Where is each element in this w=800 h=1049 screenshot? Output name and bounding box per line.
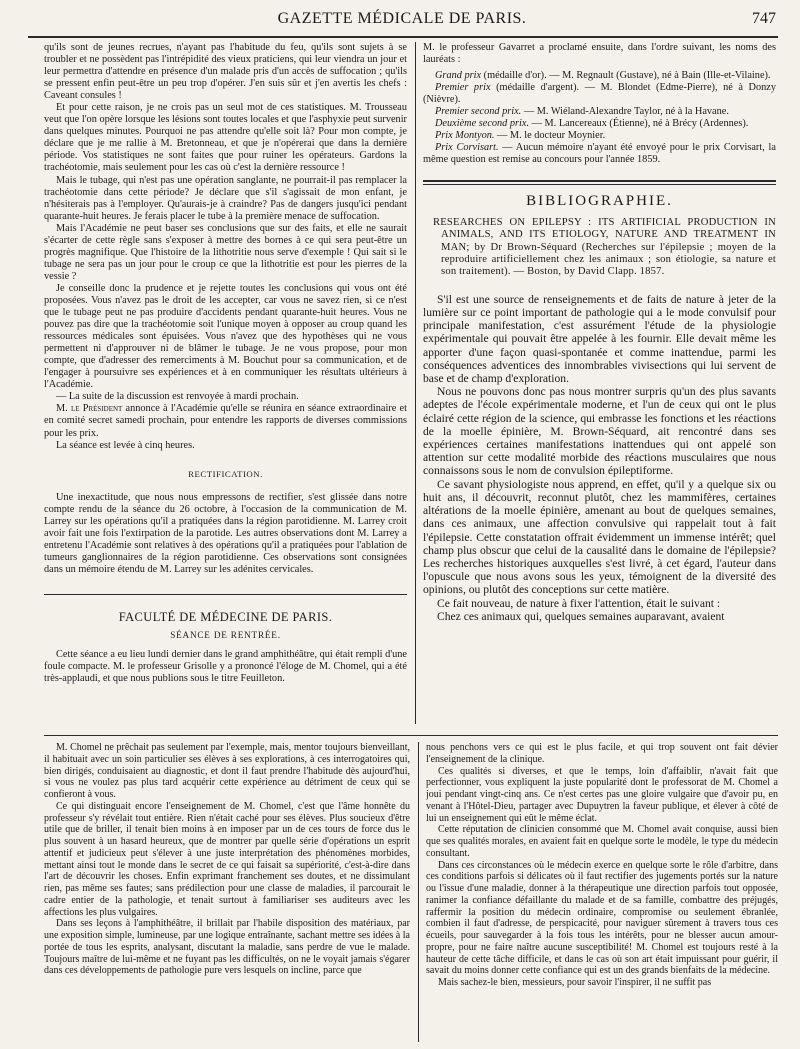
column-divider	[415, 42, 416, 724]
paragraph: Cette réputation de clinicien consommé que M. Chomel avait conquise, aussi bien que ses qualités morales, en avaient fait en quelque sorte le modèle, le type du médecin consultant.	[426, 824, 778, 859]
prize-entry: Premier second prix. — M. Wiéland-Alexandre Taylor, né à la Havane.	[435, 106, 729, 118]
page-header	[28, 10, 776, 32]
paragraph: Dans ces circonstances où le médecin exerce en quelque sorte le rôle d'arbitre, dans ces conditions parfois si délicates où il faut rectifier des jugements portés sur la nature ou l'issue d'une maladie, donner à la thérapeutique une direction parfois tout opposée, ranimer la confiance défaillante du malade et de sa famille, combattre des préjugés, raffermir la position du médecin ordinaire, compromise ou seulement ébranlée, combien il faut d'adresse, de perspicacité, pour naviguer sûrement à travers tous ces écueils, pour sauvegarder à la fois tous les intérêts, pour ne blesser aucun amour-propre, pour ne faire naître aucune susceptibilité! M. Chomel est toujours resté à la hauteur de cette tâche difficile, et dans le cas où son art était impuissant pour guérir, il savait du moins donner cette confiance qui est un des grands bienfaits de la médecine.	[426, 859, 778, 977]
prize-entry: Prix Corvisart. — Aucun mémoire n'ayant été envoyé pour le prix Corvisart, la même question est remise au concours pour l'année 1859.	[423, 142, 776, 166]
section-rule-thin	[423, 184, 776, 185]
section-rule	[44, 594, 407, 595]
paragraph: Cette séance a eu lieu lundi dernier dans le grand amphithéâtre, qui était rempli d'une foule compacte. M. le professeur Grisolle y a prononcé l'éloge de M. Chomel, qui a été très-applaudi, et que nous publions sous le titre Feuilleton.	[44, 649, 407, 685]
section-title-bibliographie: BIBLIOGRAPHIE.	[526, 192, 673, 209]
section-rule	[423, 180, 776, 182]
header-rule	[28, 36, 778, 38]
prize-entry: Deuxième second prix. — M. Lancereaux (Étienne), né à Brécy (Ardennes).	[435, 118, 749, 130]
prize-entry: Grand prix (médaille d'or). — M. Regnault (Gustave), né à Bain (Ille-et-Vilaine).	[435, 70, 771, 82]
paragraph: Nous ne pouvons donc pas nous montrer surpris qu'un des plus savants adeptes de l'école expérimentale moderne, et l'un de ceux qui ont le plus éclairé cette région de la science, qui embrasse les fonctions et les réactions de la moelle épinière, M. Brown-Séquard, ait rencontré dans ses expériences certaines manifestations inattendues qui ont appelé son attention sur cette modalité morbide des réactions musculaires que nous connaissons sous le nom de convulsion épileptiforme.	[423, 385, 776, 478]
left-column	[44, 42, 407, 726]
section-title-rectification: RECTIFICATION.	[188, 468, 263, 479]
paragraph: Mais sachez-le bien, messieurs, pour savoir l'inspirer, il ne suffit pas	[438, 977, 712, 988]
paragraph: S'il est une source de renseignements et de faits de nature à jeter de la lumière sur ce point important de pathologie qui a le mode convulsif pour principale manifestation, c'est assurément l'étude de la physiologie expérimentale qui pouvait être appelée à les fournir. Elle devait même les apporter d'une façon quasi-spontanée et comme inattendue, parmi les conséquences adventices des innombrables vivisections qui lui servent de base et de champ d'exploration.	[423, 292, 776, 386]
paragraph: Je conseille donc la prudence et je rejette toutes les conclusions qui vous ont été proposées. Vous n'avez pas le droit de les accepter, car vous ne savez rien, si ce n'est que le tubage peut ne pas produire d'accidents pendant quarante-huit heures. Vous ne pouvez pas dire que la trachéotomie soit l'unique moyen à opposer au croup quand les ressources médicales sont épuisées. Vous n'avez que des hypothèses qui ne vous permettent ni d'approuver ni de blâmer le tubage. Je ne vous propose, pour mon compte, que d'adresser des remerciments à M. Bouchut pour sa communication, et de l'engager à poursuivre ses expériences et à en communiquer les résultats ultérieurs à l'Académie.	[44, 282, 407, 391]
review-text	[423, 293, 776, 623]
paragraph: Ces qualités si diverses, et que le temps, loin d'affaiblir, n'avait fait que perfectionner, vous expliquent la juste popularité dont le professorat de M. Chomel a joui pendant vingt-cinq ans. Ce n'est certes pas une gloire vulgaire que d'avoir pu, en venant à l'Hôtel-Dieu, partager avec Dupuytren la faveur publique, et élever à côté de lui un enseignement qui eût le même éclat.	[426, 765, 778, 824]
feuilleton-left-column	[44, 742, 410, 1046]
paragraph: Mais l'Académie ne peut baser ses conclusions que sur des faits, et elle ne saurait s'écarter de cette règle sans s'exposer à mettre des bornes à ce qui sera peut-être un progrès magnifique. Que l'histoire de la lithotritie nous serve d'exemple ! Qui sait si le tubage ne sera pas un jour pour le croup ce que la lithotritie est pour les pierres de la vessie ?	[44, 222, 407, 282]
paragraph: qu'ils sont de jeunes recrues, n'ayant pas l'habitude du feu, qu'ils sont sujets à se troubler et ne possèdent pas l'intrépidité des vieux praticiens, qui leur viendra un jour et leur permettra d'attendre en présence d'un malade pris d'un accès de suffocation ; qu'ils se pressent enfin peut-être un peu trop d'opérer. J'en suis sûr et j'en avertis les chefs : Caveant consules !	[44, 42, 407, 102]
paragraph: Et pour cette raison, je ne crois pas un seul mot de ces statistiques. M. Trousseau veut que l'on opère lorsque les lésions sont toutes locales et que l'asphyxie peut survenir dans quelques minutes. Pourquoi ne pas attendre qu'elle soit là? Pour mon compte, je déclare que je me rallie à M. Bretonneau, et que je n'opérerai que dans la dernière période. Vos statistiques ne sont faites que pour ruiner les opérateurs. Gardons la trachéotomie, mais seulement pour les cas où c'est la dernière ressource !	[44, 102, 407, 174]
paragraph: Dans ses leçons à l'amphithéâtre, il brillait par l'habile disposition des matériaux, par une exposition simple, lumineuse, par une logique entraînante, sachant mettre ses idées à la portée de tous les esprits, analysant, discutant la maladie, sans perdre de vue le malade. Toujours maître de lui-même et ne fuyant pas les difficultés, on ne le voyait jamais s'égarer dans ces développements de pathologie pure vers lesquels on incline, parce que	[44, 918, 410, 977]
section-title-faculte: FACULTÉ DE MÉDECINE DE PARIS.	[118, 609, 333, 624]
prize-entry: Prix Montyon. — M. le docteur Moynier.	[435, 130, 606, 142]
paragraph: M. le professeur Gavarret a proclamé ensuite, dans l'ordre suivant, les noms des lauréats :	[423, 42, 776, 66]
feuilleton-rule	[44, 735, 778, 736]
bibliographic-reference: RESEARCHES ON EPILEPSY : ITS ARTIFICIAL PRODUCTION IN ANIMALS, AND ITS ETIOLOGY, NATURE AND TREATMENT IN MAN; by Dr Brown-Séquard (Recherches sur l'épilepsie ; moyen de la reproduire artificiellement chez les animaux ; son étiologie, sa nature et son traitement). — Boston, by David Clapp. 1857.	[433, 216, 776, 278]
paragraph: nous penchons vers ce qui est le plus facile, et qui trop souvent ont fait dévier l'enseignement de la clinique.	[426, 742, 778, 765]
subsection-title: SÉANCE DE RENTRÉE.	[170, 630, 281, 641]
paragraph: Chez ces animaux qui, quelques semaines auparavant, avaient	[437, 609, 725, 623]
paragraph: M. Chomel ne prêchait pas seulement par l'exemple, mais, mentor toujours bienveillant, il habituait avec un soin particulier ses élèves à ses explorations, à ces interrogatoires qui, bien dirigés, conduisaient au diagnostic, et dont il faut prendre l'habitude dès aujourd'hui, si vous ne voulez pas plus tard acquérir cette expérience au détriment de ceux qui se confieront à vous.	[44, 742, 410, 800]
paragraph: Ce qui distinguait encore l'enseignement de M. Chomel, c'est que l'âme honnête du professeur s'y révélait tout entière. Rien n'était caché pour ses élèves. Plus soucieux d'être utile que de briller, il tenait bien moins à en imposer par un de ces tours de force dus le plus souvent à un hasard heureux, que de montrer par quelle série d'opérations un esprit attentif et judicieux peut s'élever à une juste interprétation des phénomènes morbides, mettant ainsi tout le monde dans le secret de ce qui faisait sa supériorité, c'est-à-dire dans l'art de découvrir les choses. Enfin exprimant franchement ses doutes, et ne dissimulant rien, pas même ses fautes; sans prédilection pour une classe de maladies, il parcourait le cadre entier de la pathologie, et tenait surtout à familiariser ses auditeurs avec les affections les plus vulgaires.	[44, 800, 410, 918]
right-column	[423, 42, 776, 726]
paragraph: Ce fait nouveau, de nature à fixer l'attention, était le suivant :	[437, 596, 721, 610]
feuilleton-divider	[418, 742, 419, 1042]
paragraph: — La suite de la discussion est renvoyée à mardi prochain.	[56, 391, 299, 403]
paragraph: Une inexactitude, que nous nous empressons de rectifier, s'est glissée dans notre compte rendu de la séance du 26 octobre, à l'occasion de la communication de M. Larrey sur les opérations qu'il a pratiquées dans la région parotidienne. M. Larrey croit avoir fait une fois l'extirpation de la parotide. Les autres observations dont M. Larrey a entretenu l'Académie sont relatives à des opérations qu'il a pratiquées pour l'ablation de tumeurs ganglionnaires de la région parotidienne. Ces observations sont consignées dans un mémoire étendu de M. Larrey sur les adénites cervicales.	[44, 491, 407, 575]
paragraph: Ce savant physiologiste nous apprend, en effet, qu'il y a quelque six ou huit ans, il découvrit, reconnut plutôt, chez les mammifères, certaines altérations de la moelle épinière, amenant au bout de quelques semaines, dans ces animaux, une affection convulsive qui rappelait tout à fait l'épilepsie. Cette constatation offrait évidemment un immense intérêt; quel champ plus obscur que celui de la causalité dans le domaine de l'épilepsie? Les recherches historiques auxquelles s'est livré, à cet égard, l'auteur dans l'opuscule que nous avons sous les yeux, témoignent de la diversité des opinions, ou plutôt des conceptions sur cette matière.	[423, 477, 776, 597]
feuilleton-right-column	[426, 742, 778, 1046]
prize-entry: Premier prix (médaille d'argent). — M. Blondet (Edme-Pierre), né à Donzy (Nièvre).	[423, 82, 776, 106]
paragraph: La séance est levée à cinq heures.	[56, 439, 195, 451]
journal-title: GAZETTE MÉDICALE DE PARIS.	[277, 10, 527, 27]
page-number: 747	[752, 10, 776, 27]
paragraph: M. le Président annonce à l'Académie qu'elle se réunira en séance extraordinaire et en comité secret samedi prochain, pour entendre les rapports de diverses commissions pour les prix.	[44, 403, 407, 439]
paragraph: Mais le tubage, qui n'est pas une opération sanglante, ne pourrait-il pas remplacer la trachéotomie dans cette période? Je déclare que s'il s'agissait de mon enfant, je n'hésiterais pas à l'employer. Qu'aurais-je à craindre? Pas de dangers jusqu'ici pendant quarante-huit heures. Je ferais placer le tube à la première menace de suffocation.	[44, 174, 407, 222]
